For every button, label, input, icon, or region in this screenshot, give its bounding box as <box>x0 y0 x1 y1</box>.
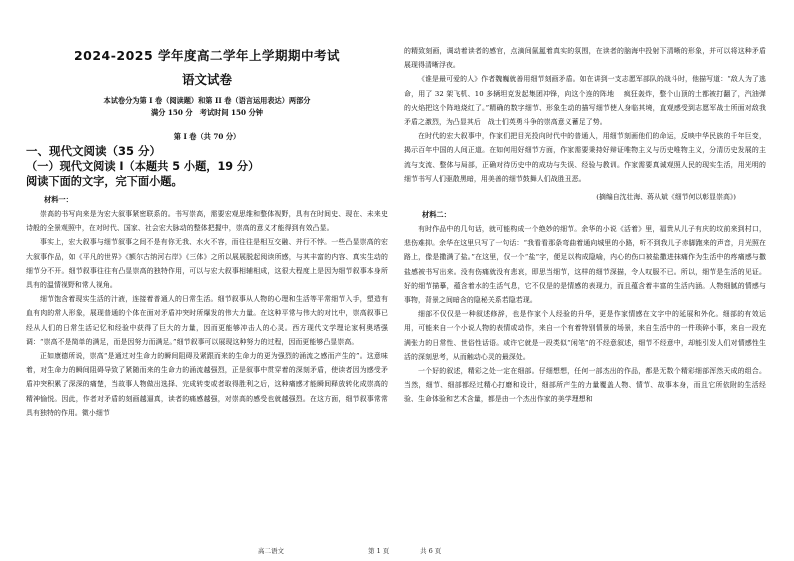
footer-page-number: 第 1 页 <box>368 547 390 555</box>
paragraph: 有时作品中的几句话，就可能构成一个绝妙的细节。余华的小说《活着》里，福贵从儿子有庆的坟前来到村口，悲伤难抑。余华在这里只写了一句话：“我看看那条弯曲着通向城里的小路，听不到我儿子赤脚跑来的声音，月光照在路上，像是撒满了盐。”在这里，仅一个“盐”字，便足以构成隐喻，内心的伤口被盐撒进抹痛作为生活中的疼痛感与撒盐感被书写出来。没有伤痛就没有悲哀，即思当细节，这样的细节深描，令人叹服不已。所以，细节是生活的见证。好的细节描摹，蕴含着水的生活气息，它不仅是的是情感的表现力，而且蕴含着丰富的生活内涵。人物细腻的情感与事物，背景之间暗含的隐秘关系若隐若现。 <box>404 225 766 305</box>
paragraph: 在时代的宏大叙事中，作家们把目光投向时代中的普通人，用细节刻画他们的命运，反映中华民族的千年巨变，揭示百年中国的人间正道。在如何用好细节方面，作家需要秉持好辩证唯物主义与历史唯物主义，分清历史发展的主流与支流、整体与局部，正确对待历史中的成功与失误、经验与教训。作家需要真诚观照人民的现实生活，用光明的细节书写人们驱散黑暗，用美善的细节鼓舞人们战胜丑恶。 <box>404 132 766 183</box>
source-citation: (摘编自沈壮海、蒋从斌《细节何以彰显崇高》) <box>596 193 736 202</box>
material-one-label: 材料一： <box>44 195 73 204</box>
material-two-label: 材料二： <box>422 210 451 220</box>
subsection-heading: （一）现代文阅读 I（本题共 5 小题，19 分） <box>26 160 260 173</box>
right-column <box>404 44 766 407</box>
paragraph: 一个好的叙述，精彩之处一定在细部。仔细想想，任何一部杰出的作品，都是无数个精彩细部浑然天成的组合。当然，细节、细部都经过精心打磨和设计，细部所产生的力量覆盖人物、情节、故事本身，而且它所依附的生活经验、生命体验和艺术含量，都是由一个杰出作家的美学理想和 <box>404 367 766 404</box>
paragraph: 正如康德所说，崇高“是通过对生命力的瞬间阻碍及紧跟而来的生命力的更为强烈的涌流之感而产生的”。这意味着，对生命力的瞬间阻碍导致了紧随而来的生命力的涌流越强烈，正是叙事中贯穿着的深刻矛盾，使读者因为感受矛盾冲突积累了深深的痛楚，当故事人物做出选择、完成转变或者取得胜利之后，这种痛感才能瞬间释放转化成崇高的精神愉悦。因此，作者对矛盾的刻画越逼真，读者的痛感越强，对崇高的感受也就越强烈。在这方面，细节叙事常常具有独特的作用。微小细节 <box>26 352 388 417</box>
section-heading: 一、现代文阅读（35 分） <box>26 144 162 158</box>
exam-structure-note: 本试卷分为第 I 卷（阅读题）和第 II 卷（语言运用表达）两部分 <box>103 96 311 105</box>
reading-instruction: 阅读下面的文字，完下面小题。 <box>26 175 183 188</box>
paragraph: 《谁是最可爱的人》作者魏巍就善用细节刻画矛盾。如在讲到一支志愿军部队的战斗时，他描写道：“敌人为了逃命，用了 32 架飞机、10 多辆坦克发起集团冲锋，向这个连的阵地 疯狂轰炸，整个山顶的土都被打翻了，汽油弹的火焰把这个阵地烧红了。”精确的数字细节、形象生动的描写细节使人身临其境，直观感受到志愿军战士所面对敌我矛盾之激烈，为凸显其后 战士们英勇斗争的崇高意义蓄足了势。 <box>404 75 766 127</box>
volume-heading: 第 I 卷（共 70 分） <box>173 132 241 141</box>
paragraph: 事实上，宏大叙事与细节叙事之间不是有你无我、水火不容，而往往是相互交融、并行不悖。一些凸显崇高的宏大叙事作品，如《平凡的世界》《额尔古纳河右岸》《三体》之所以展展脱起阅读所感，与其丰富的内容、真实生动的细节分不开。细节叙事往往有凸显崇高的独特作用，可以与宏大叙事相辅相成，这很大程度上是因为细节叙事本身所具有的温情视野和常人视角。 <box>26 238 388 290</box>
paragraph: 崇高的书写向来是为宏大叙事紧密联系的。书写崇高，需要宏观思维和整体视野，具有在时间史、现在、未来史诗般的全景观照中，在对时代、国家、社会宏大脉动的整体把握中，崇高的意义才能得到有效凸显。 <box>26 210 388 233</box>
footer-total-pages: 共 6 页 <box>420 547 442 555</box>
exam-title: 2024-2025 学年度高二学年上学期期中考试 <box>73 48 341 63</box>
paragraph: 细节饱含着现实生活的汁液，连接着普通人的日常生活。细节叙事从人物的心理和生活等平常细节入手，塑造有血有肉的常人形象，展现普通的个体在面对矛盾冲突时所爆发的伟大力量。在这种平常与伟大的对比中，崇高叙事已经从人们的日常生活记忆和经验中获得了巨大的力量，因而更能够冲击人的心灵。西方现代文学理论家柯奥塔强调：“崇高不是简单的满足，而是因努力而满足。”细节叙事可以展现这种努力的过程，因而更能够凸显崇高。 <box>26 295 388 346</box>
exam-subtitle: 语文试卷 <box>181 72 232 87</box>
left-column <box>26 40 388 420</box>
footer-course: 高二语文 <box>258 547 284 555</box>
exam-score-time: 满分 150 分 考试时间 150 分钟 <box>151 108 263 117</box>
paragraph: 的精致刻画，调动着读者的感官，点滴间氤氲着真实的氛围，在读者的脑海中投射下清晰的形象，并可以将这种矛盾展现得清晰浮夜。 <box>404 47 766 70</box>
paragraph: 细部不仅仅是一种叙述修辞，也是作家个人经验的升华，更是作家情感在文字中的延展和外化。细部的有效运用，可能来自一个小说人物的表情或动作，来自一个有着特别情景的场景，来自生活中的一件琐碎小事，来自一段充满张力的日常性、世俗性话语。或许它就是一段类似“闲笔”的不经意叙述，细节不经意中，却能引发人们对情感性生活的深刻思考，从而触动心灵的最深处。 <box>404 310 766 361</box>
